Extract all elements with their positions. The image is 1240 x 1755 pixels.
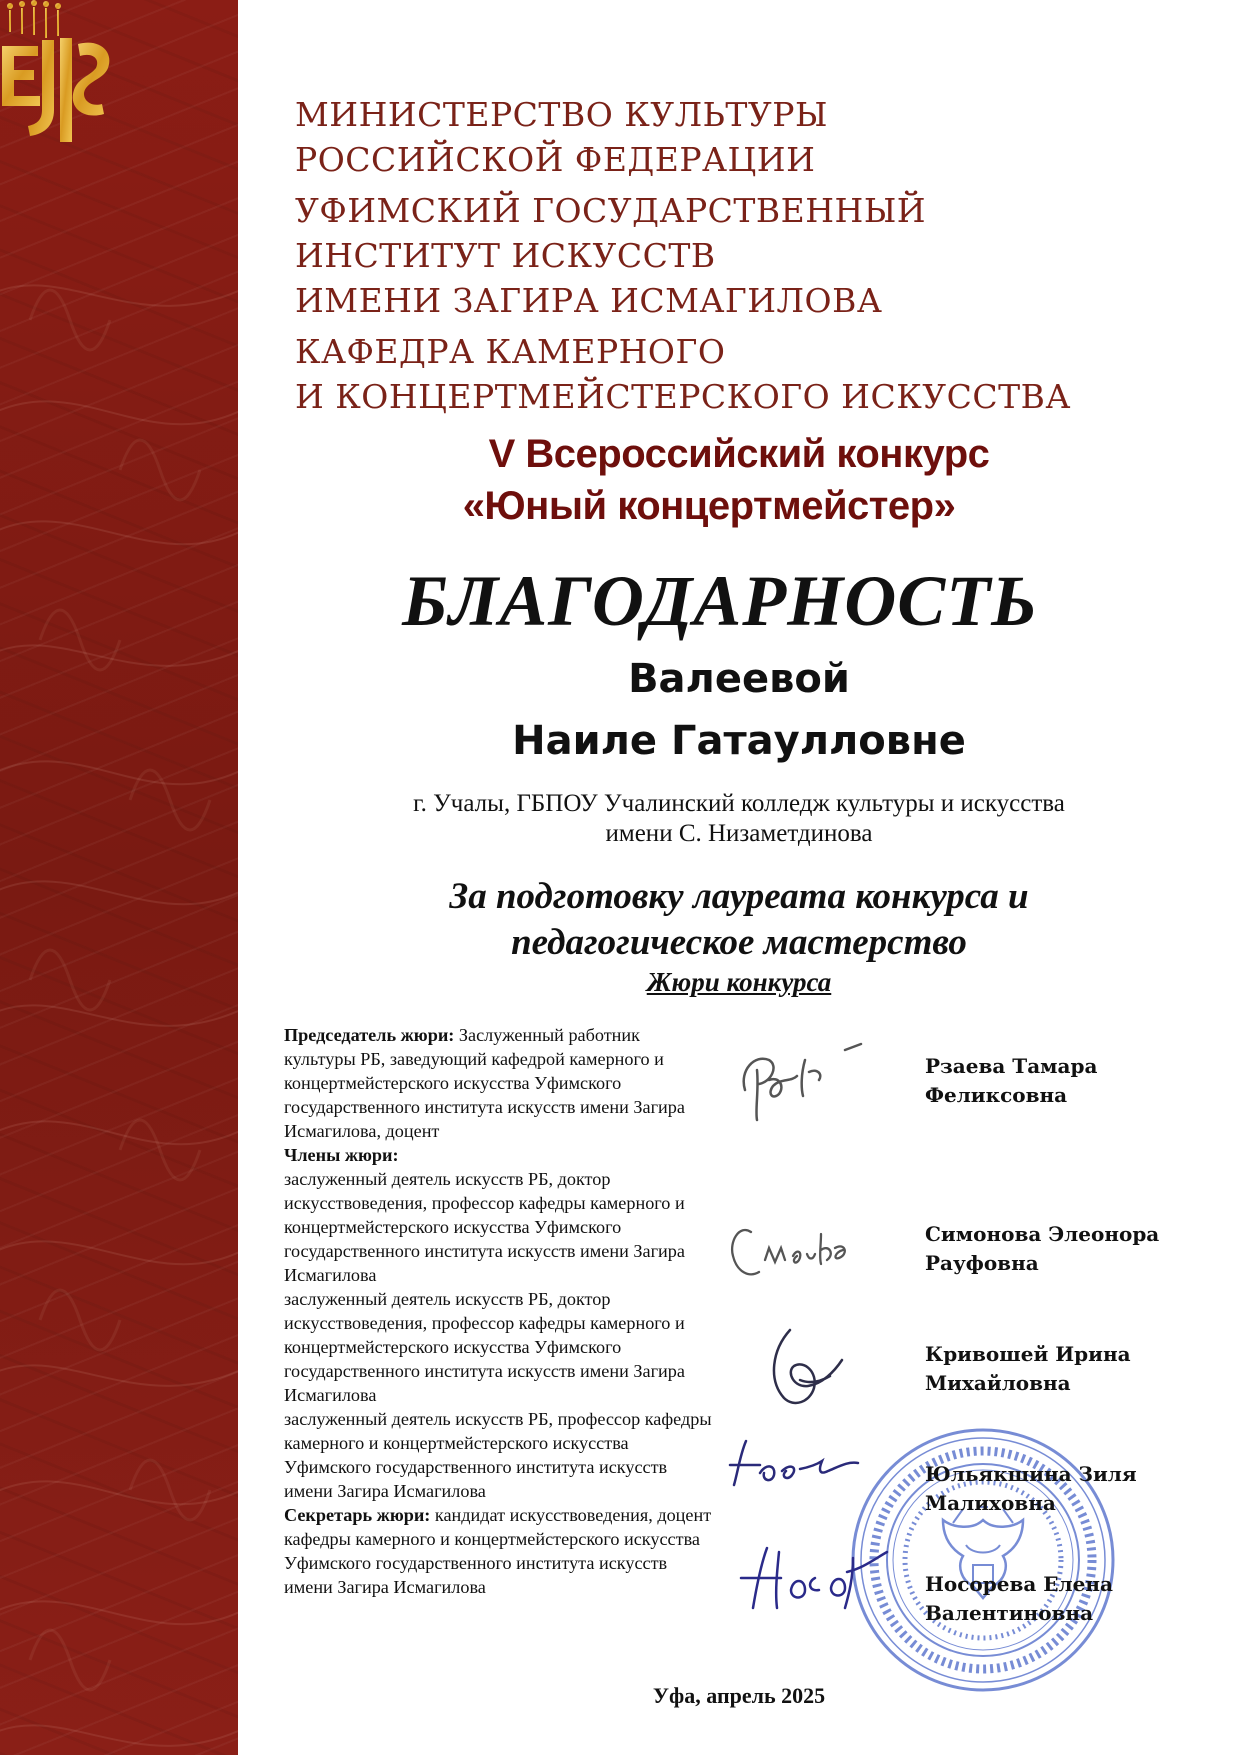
- reason-line: За подготовку лауреата конкурса и: [449, 876, 1029, 917]
- signature-nosoreva-icon: [735, 1528, 900, 1623]
- contest-title-line: «Юный концертмейстер»: [462, 484, 956, 528]
- award-title: БЛАГОДАРНОСТЬ: [402, 561, 1038, 641]
- secretary-label: Секретарь жюри:: [284, 1505, 431, 1525]
- chair-label: Председатель жюри:: [284, 1025, 455, 1045]
- place-and-date: Уфа, апрель 2025: [652, 1683, 826, 1708]
- recipient-name: Наиле Гатаулловне: [512, 718, 966, 764]
- organization-line: г. Учалы, ГБПОУ Учалинский колледж культуры и искусства: [413, 790, 1065, 817]
- header-line: РОССИЙСКОЙ ФЕДЕРАЦИИ: [295, 140, 816, 179]
- recipient-surname: Валеевой: [628, 656, 850, 702]
- member-description: заслуженный деятель искусств РБ, доктор искусствоведения, профессор кафедры камерного и концертмейстерского искусства Уфимского государственного института искусств имени Загира Исмагилова: [284, 1289, 685, 1405]
- jury-description: [284, 1023, 714, 1599]
- header-line: И КОНЦЕРТМЕЙСТЕРСКОГО ИСКУССТВА: [295, 377, 1071, 416]
- decorative-side-band: [0, 0, 238, 1755]
- header-line: ИНСТИТУТ ИСКУССТВ: [295, 236, 716, 275]
- members-label: Члены жюри:: [284, 1145, 399, 1165]
- calligraphy-pattern: [0, 0, 238, 1755]
- secretary-text: кандидат искусствоведения, доцент кафедры камерного и концертмейстерского искусства Уфимского государственного института искусств имени Загира Исмагилова: [284, 1505, 712, 1597]
- institute-logo-icon: [0, 0, 116, 150]
- header-line: УФИМСКИЙ ГОСУДАРСТВЕННЫЙ: [295, 191, 927, 230]
- signature-simonova-icon: [725, 1210, 865, 1300]
- jury-member-name: Симонова Элеонора Рауфовна: [925, 1222, 1160, 1275]
- header-line: МИНИСТЕРСТВО КУЛЬТУРЫ: [295, 95, 828, 134]
- jury-title: Жюри конкурса: [646, 967, 832, 997]
- organization-line: имени С. Низаметдинова: [605, 820, 873, 847]
- jury-member-name: Рзаева Тамара Феликсовна: [925, 1054, 1098, 1107]
- reason-line: педагогическое мастерство: [511, 922, 967, 963]
- jury-member-name: Носорева Елена Валентиновна: [925, 1572, 1113, 1625]
- jury-member-name: Юльякшина Зиля Малиховна: [925, 1462, 1137, 1515]
- signature-yulyakshina-icon: [720, 1425, 880, 1505]
- institution-header: [295, 92, 1195, 419]
- signature-krivoshey-icon: [760, 1320, 870, 1420]
- chair-text: Заслуженный работник культуры РБ, заведующий кафедрой камерного и концертмейстерского искусства Уфимского государственного института искусств имени Загира Исмагилова, доцент: [284, 1025, 685, 1141]
- jury-member-name: Кривошей Ирина Михайловна: [925, 1342, 1131, 1395]
- contest-title-line: V Всероссийский конкурс: [488, 432, 990, 476]
- member-description: заслуженный деятель искусств РБ, профессор кафедры камерного и концертмейстерского искусства Уфимского государственного института искусств имени Загира Исмагилова: [284, 1409, 712, 1501]
- contest-title: [238, 428, 1240, 532]
- header-line: ИМЕНИ ЗАГИРА ИСМАГИЛОВА: [295, 281, 883, 320]
- signature-rzaeva-icon: [735, 1030, 875, 1125]
- header-line: КАФЕДРА КАМЕРНОГО: [295, 332, 726, 371]
- member-description: заслуженный деятель искусств РБ, доктор искусствоведения, профессор кафедры камерного и концертмейстерского искусства Уфимского государственного института искусств имени Загира Исмагилова: [284, 1169, 685, 1285]
